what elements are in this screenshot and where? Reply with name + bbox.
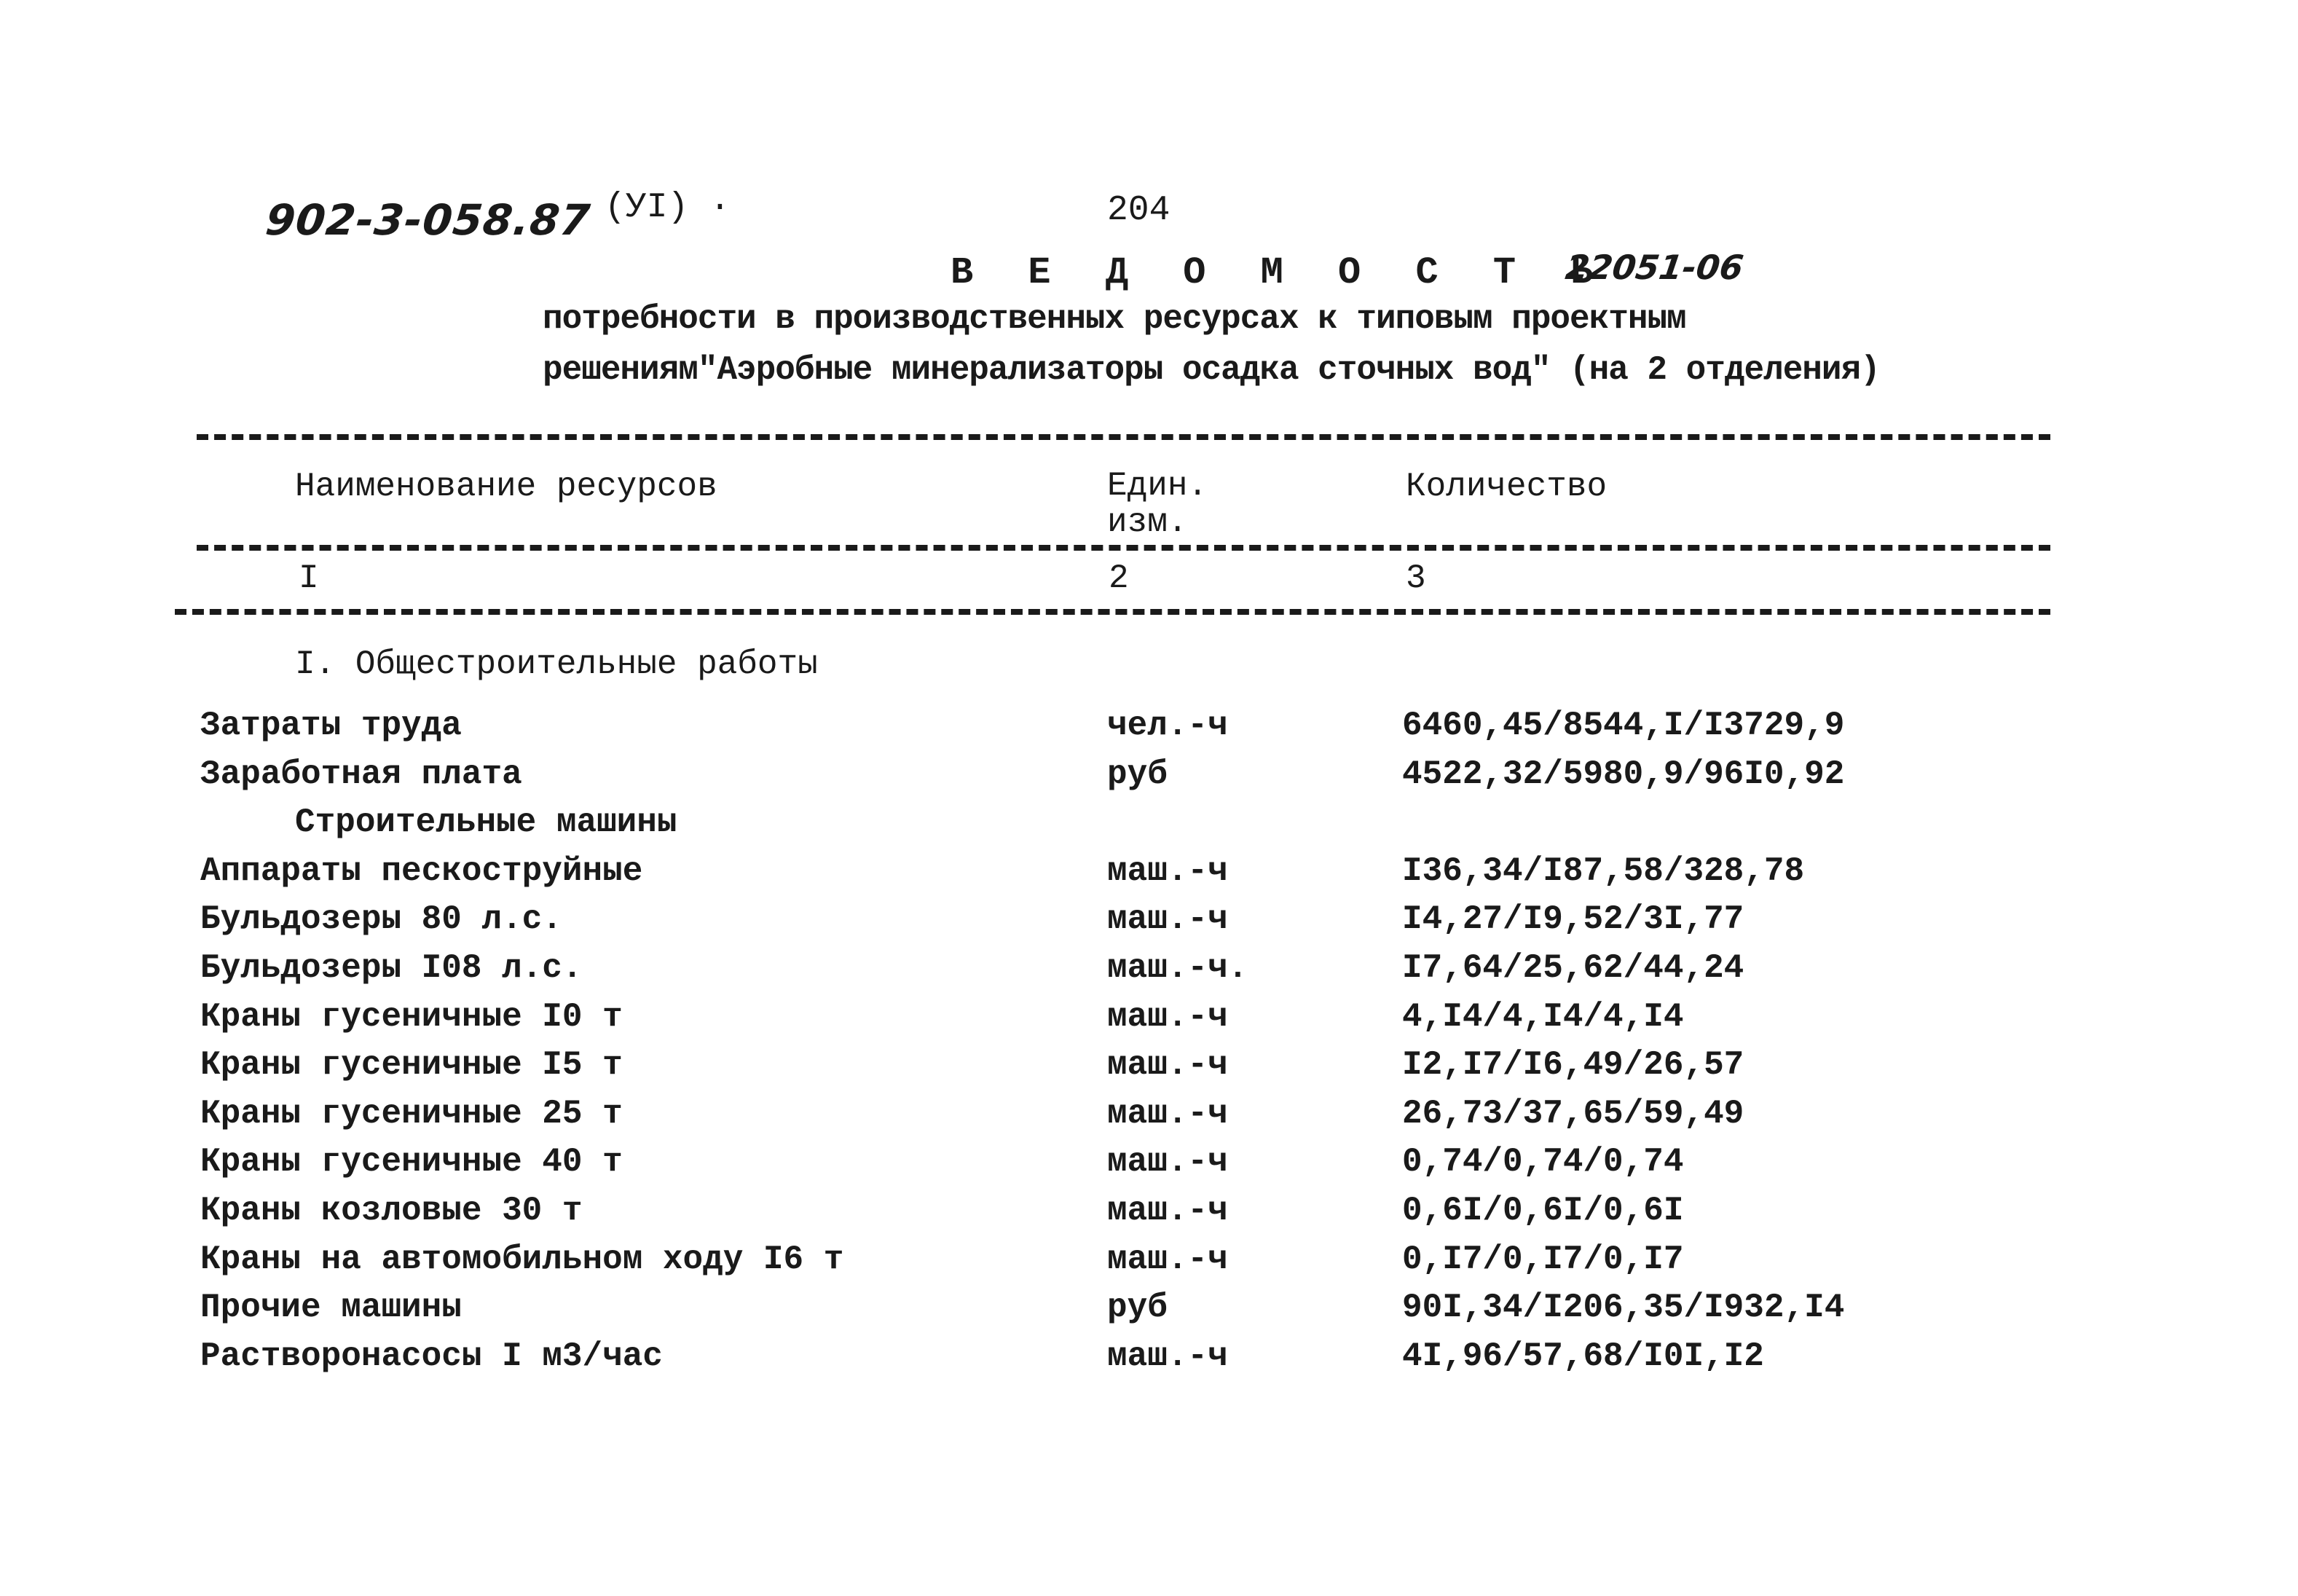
table-top-rule bbox=[197, 434, 2050, 440]
resource-name: Аппараты пескоструйные bbox=[200, 852, 643, 890]
resource-quantity: I2,I7/I6,49/26,57 bbox=[1402, 1046, 1744, 1085]
resource-unit: маш.-ч. bbox=[1107, 948, 1248, 987]
resource-quantity: 0,6I/0,6I/0,6I bbox=[1402, 1191, 1684, 1230]
column-header-unit-line2: изм. bbox=[1107, 503, 1188, 541]
resource-unit: маш.-ч bbox=[1107, 1143, 1228, 1182]
column-number-3: 3 bbox=[1406, 559, 1426, 597]
resource-name: Краны гусеничные I0 т bbox=[200, 997, 623, 1036]
resource-name: Бульдозеры I08 л.с. bbox=[200, 948, 583, 987]
page-number: 204 bbox=[1107, 191, 1170, 230]
table-row bbox=[0, 755, 2298, 804]
resource-quantity: 90I,34/I206,35/I932,I4 bbox=[1402, 1289, 1845, 1327]
resource-unit: руб bbox=[1107, 1289, 1168, 1327]
table-row bbox=[0, 998, 2298, 1047]
resource-unit: руб bbox=[1107, 755, 1168, 793]
table-row bbox=[0, 1289, 2298, 1337]
resource-name: Краны козловые 30 т bbox=[200, 1191, 583, 1230]
resource-quantity: 6460,45/8544,I/I3729,9 bbox=[1402, 707, 1845, 744]
table-row bbox=[0, 707, 2298, 755]
subtitle-line-1: потребности в производственных ресурсах к типовым проектным bbox=[543, 300, 1686, 338]
resource-unit: маш.-ч bbox=[1107, 1337, 1228, 1375]
resource-unit: маш.-ч bbox=[1107, 1240, 1228, 1278]
section-heading: I. Общестроительные работы bbox=[295, 645, 818, 683]
document-code: 902-3-058.87 bbox=[263, 195, 593, 245]
resource-quantity: 4I,96/57,68/I0I,I2 bbox=[1402, 1337, 1764, 1375]
resource-quantity: 4,I4/4,I4/4,I4 bbox=[1402, 997, 1684, 1036]
resource-name: Краны на автомобильном ходу I6 т bbox=[200, 1240, 844, 1278]
table-row bbox=[0, 900, 2298, 949]
resource-name: Бульдозеры 80 л.с. bbox=[200, 900, 562, 939]
column-header-quantity: Количество bbox=[1406, 468, 1608, 506]
column-header-unit bbox=[1107, 468, 1208, 540]
table-row bbox=[0, 949, 2298, 998]
table-row bbox=[0, 1143, 2298, 1192]
resource-table-body bbox=[0, 707, 2298, 1385]
resource-name: Затраты труда bbox=[200, 707, 462, 744]
table-row bbox=[0, 1192, 2298, 1241]
resource-unit: маш.-ч bbox=[1107, 852, 1228, 890]
resource-quantity: 0,I7/0,I7/0,I7 bbox=[1402, 1240, 1684, 1278]
column-header-unit-line1: Един. bbox=[1107, 467, 1208, 505]
header-bottom-rule bbox=[197, 545, 2050, 551]
resource-quantity: 26,73/37,65/59,49 bbox=[1402, 1094, 1744, 1133]
table-row bbox=[0, 1241, 2298, 1289]
resource-name: Краны гусеничные 25 т bbox=[200, 1094, 623, 1133]
resource-quantity: I36,34/I87,58/328,78 bbox=[1402, 852, 1805, 890]
resource-quantity: 4522,32/5980,9/96I0,92 bbox=[1402, 755, 1845, 793]
subtitle-line-2: решениям"Аэробные минерализаторы осадка сточных вод" (на 2 отделения) bbox=[543, 351, 1880, 389]
resource-unit: маш.-ч bbox=[1107, 1191, 1228, 1230]
resource-unit: маш.-ч bbox=[1107, 997, 1228, 1036]
resource-name: Прочие машины bbox=[200, 1289, 462, 1327]
resource-name: Растворонасосы I м3/час bbox=[200, 1337, 663, 1375]
sheet-mark: (УI) · bbox=[605, 188, 731, 227]
table-row bbox=[0, 852, 2298, 901]
resource-name: Краны гусеничные I5 т bbox=[200, 1046, 623, 1085]
resource-unit: маш.-ч bbox=[1107, 1046, 1228, 1085]
resource-quantity: 0,74/0,74/0,74 bbox=[1402, 1143, 1684, 1182]
table-row bbox=[0, 1046, 2298, 1095]
column-number-2: 2 bbox=[1109, 559, 1129, 597]
resource-unit: маш.-ч bbox=[1107, 900, 1228, 939]
resource-name: Строительные машины bbox=[295, 803, 677, 842]
resource-quantity: I4,27/I9,52/3I,77 bbox=[1402, 900, 1744, 939]
resource-quantity: I7,64/25,62/44,24 bbox=[1402, 948, 1744, 987]
resource-unit: чел.-ч bbox=[1107, 707, 1228, 744]
table-row bbox=[0, 803, 2298, 852]
document-title: В Е Д О М О С Т Ь bbox=[951, 251, 1610, 294]
resource-name: Краны гусеничные 40 т bbox=[200, 1143, 623, 1182]
resource-unit: маш.-ч bbox=[1107, 1094, 1228, 1133]
column-numbers-rule bbox=[175, 609, 2050, 615]
column-number-1: I bbox=[299, 559, 319, 597]
resource-name: Заработная плата bbox=[200, 755, 522, 793]
inventory-number: 22051-06 bbox=[1563, 248, 1746, 287]
column-header-name: Наименование ресурсов bbox=[295, 468, 717, 506]
table-row bbox=[0, 1337, 2298, 1386]
table-row bbox=[0, 1095, 2298, 1144]
